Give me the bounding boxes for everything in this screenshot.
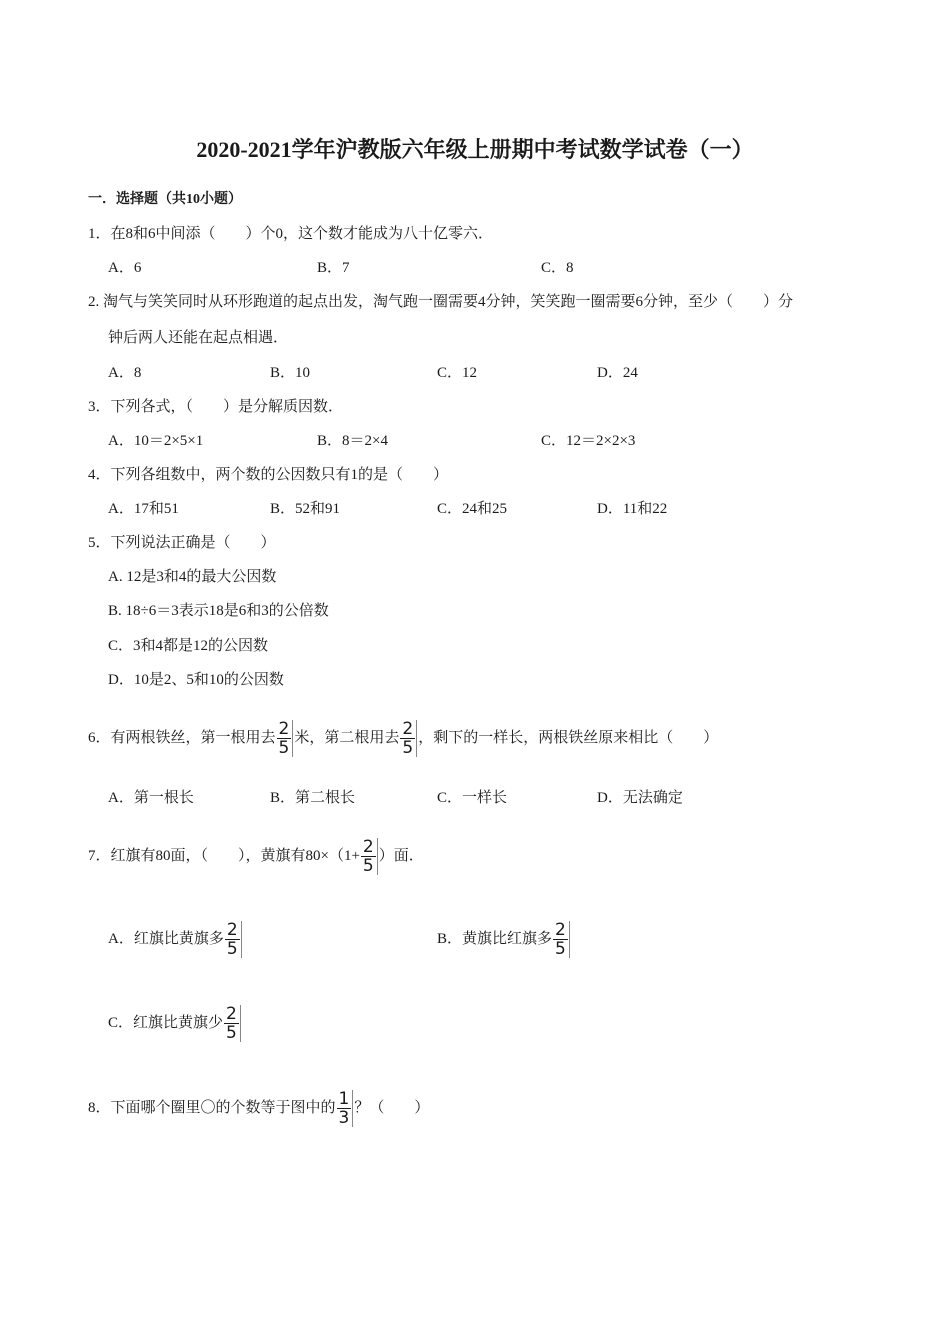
section-heading: 一．选择题（共10小题） — [88, 192, 242, 207]
q1-option-b: B．7 — [317, 260, 350, 276]
question-1-stem: 1．在8和6中间添（ ）个0，这个数才能成为八十亿零六． — [88, 226, 494, 242]
page-title: 2020-2021学年沪教版六年级上册期中考试数学试卷（一） — [196, 137, 754, 162]
fraction-one-third — [337, 1090, 354, 1127]
q7-option-a-text: A．红旗比黄旗多 — [108, 931, 224, 947]
q5-option-c: C．3和4都是12的公因数 — [108, 638, 269, 654]
q5-option-d: D．10是2、5和10的公因数 — [108, 672, 284, 688]
fraction-numerator: 1 — [338, 1089, 350, 1110]
q6-option-d: D．无法确定 — [597, 790, 683, 806]
question-2-stem: 2. 淘气与笑笑同时从环形跑道的起点出发，淘气跑一圈需要4分钟，笑笑跑一圈需要6分钟，至少（ ）分 — [88, 294, 794, 310]
fraction-two-fifths — [553, 921, 570, 958]
q8-text-2: ？（ ） — [354, 1100, 430, 1116]
q6-text-1: 6．有两根铁丝，第一根用去 — [88, 730, 276, 746]
fraction-denominator: 5 — [362, 856, 374, 877]
q6-option-a: A．第一根长 — [108, 790, 194, 806]
fraction-numerator: 2 — [555, 920, 566, 941]
q7-text-2: ）面． — [378, 848, 424, 864]
fraction-denominator: 5 — [555, 939, 566, 960]
fraction-two-fifths — [277, 720, 294, 757]
fraction-denominator: 5 — [226, 1023, 237, 1044]
question-4-stem: 4．下列各组数中，两个数的公因数只有1的是（ ） — [88, 467, 449, 483]
q7-option-b — [437, 917, 571, 961]
question-2-stem-cont: 钟后两人还能在起点相遇． — [108, 330, 289, 346]
question-7-stem — [88, 834, 424, 878]
q3-option-c: C．12＝2×2×3 — [541, 433, 636, 449]
q6-text-3: ，剩下的一样长，两根铁丝原来相比（ ） — [418, 730, 719, 746]
q7-option-c-text: C．红旗比黄旗少 — [108, 1015, 224, 1031]
q7-option-b-text: B．黄旗比红旗多 — [437, 931, 553, 947]
question-3-stem: 3．下列各式，（ ）是分解质因数． — [88, 399, 344, 415]
q4-option-d: D．11和22 — [597, 501, 668, 517]
q2-option-d: D．24 — [597, 365, 638, 381]
q2-option-a: A．8 — [108, 365, 142, 381]
q1-option-a: A．6 — [108, 260, 142, 276]
fraction-two-fifths — [400, 720, 417, 757]
q4-option-b: B．52和91 — [270, 501, 341, 517]
fraction-denominator: 3 — [338, 1108, 350, 1129]
fraction-numerator: 2 — [226, 1004, 237, 1025]
fraction-two-fifths — [224, 1005, 241, 1042]
fraction-denominator: 5 — [278, 738, 290, 759]
q7-text-1: 7．红旗有80面，（ ），黄旗有80×（1+ — [88, 848, 360, 864]
q5-option-b: B. 18÷6＝3表示18是6和3的公倍数 — [108, 603, 329, 619]
q2-option-b: B．10 — [270, 365, 311, 381]
q1-option-c: C．8 — [541, 260, 574, 276]
fraction-denominator: 5 — [226, 939, 238, 960]
q3-option-b: B．8＝2×4 — [317, 433, 388, 449]
q7-option-a — [108, 917, 243, 961]
fraction-numerator: 2 — [402, 719, 414, 740]
fraction-denominator: 5 — [402, 738, 414, 759]
question-8-stem — [88, 1086, 429, 1130]
fraction-numerator: 2 — [362, 837, 374, 858]
q2-option-c: C．12 — [437, 365, 478, 381]
q6-option-b: B．第二根长 — [270, 790, 356, 806]
q8-text-1: 8．下面哪个圈里〇的个数等于图中的 — [88, 1100, 336, 1116]
q6-option-c: C．一样长 — [437, 790, 508, 806]
fraction-two-fifths — [361, 838, 378, 875]
q7-option-c — [108, 1001, 242, 1045]
q6-text-2: 米，第二根用去 — [294, 730, 400, 746]
fraction-numerator: 2 — [226, 920, 238, 941]
q3-option-a: A．10＝2×5×1 — [108, 433, 204, 449]
fraction-two-fifths — [225, 921, 242, 958]
q5-option-a: A. 12是3和4的最大公因数 — [108, 569, 277, 585]
q4-option-c: C．24和25 — [437, 501, 508, 517]
q4-option-a: A．17和51 — [108, 501, 179, 517]
question-5-stem: 5．下列说法正确是（ ） — [88, 535, 276, 551]
fraction-numerator: 2 — [278, 719, 290, 740]
question-6-stem — [88, 716, 718, 760]
